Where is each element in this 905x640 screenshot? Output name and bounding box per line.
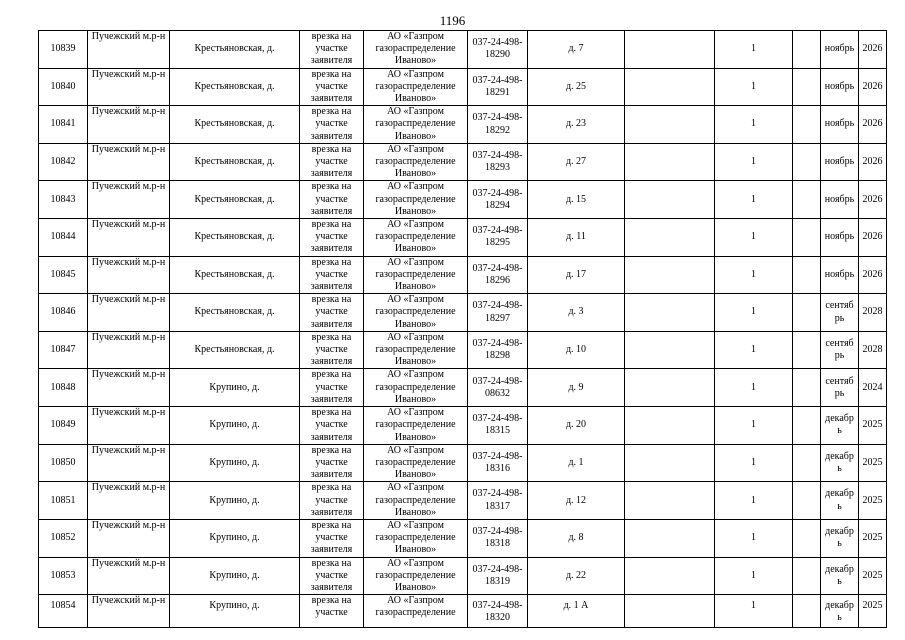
cell-code: 037-24-498-18320 bbox=[468, 595, 528, 628]
cell-method: врезка на участке заявителя bbox=[300, 331, 364, 369]
cell-year: 2025 bbox=[859, 519, 887, 557]
cell-locality: Крестьяновская, д. bbox=[170, 143, 300, 181]
table-row bbox=[39, 407, 887, 445]
cell-row-number: 10847 bbox=[39, 331, 88, 369]
cell-locality: Крупино, д. bbox=[170, 557, 300, 595]
cell-row-number: 10845 bbox=[39, 256, 88, 294]
cell-empty bbox=[625, 256, 715, 294]
cell-organization: АО «Газпром газораспределение Иваново» bbox=[364, 407, 468, 445]
cell-code: 037-24-498-18298 bbox=[468, 331, 528, 369]
cell-empty bbox=[625, 557, 715, 595]
cell-empty-2 bbox=[793, 143, 821, 181]
cell-empty bbox=[625, 143, 715, 181]
cell-method: врезка на участке заявителя bbox=[300, 31, 364, 69]
cell-empty bbox=[625, 31, 715, 69]
cell-locality: Крестьяновская, д. bbox=[170, 294, 300, 332]
cell-month: декабрь bbox=[821, 407, 859, 445]
cell-month: сентябрь bbox=[821, 294, 859, 332]
table-row bbox=[39, 482, 887, 520]
cell-house: д. 12 bbox=[528, 482, 625, 520]
cell-count: 1 bbox=[715, 143, 793, 181]
cell-code: 037-24-498-18318 bbox=[468, 519, 528, 557]
cell-count: 1 bbox=[715, 256, 793, 294]
table-row bbox=[39, 444, 887, 482]
cell-year: 2024 bbox=[859, 369, 887, 407]
table-row bbox=[39, 519, 887, 557]
cell-district: Пучежский м.р-н bbox=[88, 256, 170, 294]
cell-empty bbox=[625, 407, 715, 445]
cell-empty-2 bbox=[793, 444, 821, 482]
cell-method: врезка на участке заявителя bbox=[300, 519, 364, 557]
cell-row-number: 10851 bbox=[39, 482, 88, 520]
cell-empty bbox=[625, 595, 715, 628]
cell-district: Пучежский м.р-н bbox=[88, 407, 170, 445]
cell-organization: АО «Газпром газораспределение Иваново» bbox=[364, 181, 468, 219]
cell-empty bbox=[625, 369, 715, 407]
cell-month: ноябрь bbox=[821, 68, 859, 106]
cell-district: Пучежский м.р-н bbox=[88, 181, 170, 219]
cell-count: 1 bbox=[715, 68, 793, 106]
table-row bbox=[39, 557, 887, 595]
cell-code: 037-24-498-18290 bbox=[468, 31, 528, 69]
cell-code: 037-24-498-18319 bbox=[468, 557, 528, 595]
cell-code: 037-24-498-18293 bbox=[468, 143, 528, 181]
cell-method: врезка на участке заявителя bbox=[300, 181, 364, 219]
cell-organization: АО «Газпром газораспределение Иваново» bbox=[364, 331, 468, 369]
cell-house: д. 20 bbox=[528, 407, 625, 445]
cell-empty-2 bbox=[793, 331, 821, 369]
cell-month: декабрь bbox=[821, 595, 859, 628]
cell-code: 037-24-498-18316 bbox=[468, 444, 528, 482]
cell-empty bbox=[625, 482, 715, 520]
cell-organization: АО «Газпром газораспределение Иваново» bbox=[364, 256, 468, 294]
cell-count: 1 bbox=[715, 31, 793, 69]
cell-empty-2 bbox=[793, 482, 821, 520]
cell-locality: Крестьяновская, д. bbox=[170, 181, 300, 219]
cell-empty-2 bbox=[793, 519, 821, 557]
cell-house: д. 7 bbox=[528, 31, 625, 69]
cell-district: Пучежский м.р-н bbox=[88, 68, 170, 106]
cell-count: 1 bbox=[715, 557, 793, 595]
cell-method: врезка на участке заявителя bbox=[300, 294, 364, 332]
cell-locality: Крестьяновская, д. bbox=[170, 106, 300, 144]
cell-method: врезка на участке заявителя bbox=[300, 106, 364, 144]
cell-year: 2025 bbox=[859, 444, 887, 482]
cell-year: 2026 bbox=[859, 219, 887, 257]
cell-district: Пучежский м.р-н bbox=[88, 482, 170, 520]
cell-month: ноябрь bbox=[821, 219, 859, 257]
table-row bbox=[39, 256, 887, 294]
cell-house: д. 9 bbox=[528, 369, 625, 407]
cell-month: ноябрь bbox=[821, 106, 859, 144]
cell-district: Пучежский м.р-н bbox=[88, 219, 170, 257]
cell-month: ноябрь bbox=[821, 181, 859, 219]
cell-locality: Крупино, д. bbox=[170, 444, 300, 482]
cell-row-number: 10846 bbox=[39, 294, 88, 332]
cell-house: д. 3 bbox=[528, 294, 625, 332]
cell-row-number: 10841 bbox=[39, 106, 88, 144]
cell-empty bbox=[625, 519, 715, 557]
cell-row-number: 10844 bbox=[39, 219, 88, 257]
cell-count: 1 bbox=[715, 369, 793, 407]
cell-empty bbox=[625, 294, 715, 332]
cell-district: Пучежский м.р-н bbox=[88, 595, 170, 628]
table-row bbox=[39, 595, 887, 628]
cell-house: д. 1 А bbox=[528, 595, 625, 628]
cell-year: 2025 bbox=[859, 595, 887, 628]
cell-code: 037-24-498-18292 bbox=[468, 106, 528, 144]
cell-month: ноябрь bbox=[821, 143, 859, 181]
cell-count: 1 bbox=[715, 444, 793, 482]
cell-organization: АО «Газпром газораспределение Иваново» bbox=[364, 143, 468, 181]
cell-locality: Крестьяновская, д. bbox=[170, 31, 300, 69]
cell-method: врезка на участке заявителя bbox=[300, 369, 364, 407]
cell-year: 2028 bbox=[859, 331, 887, 369]
cell-empty-2 bbox=[793, 106, 821, 144]
cell-row-number: 10853 bbox=[39, 557, 88, 595]
cell-house: д. 10 bbox=[528, 331, 625, 369]
cell-code: 037-24-498-18291 bbox=[468, 68, 528, 106]
table-row bbox=[39, 294, 887, 332]
cell-house: д. 23 bbox=[528, 106, 625, 144]
cell-district: Пучежский м.р-н bbox=[88, 31, 170, 69]
cell-district: Пучежский м.р-н bbox=[88, 331, 170, 369]
cell-house: д. 25 bbox=[528, 68, 625, 106]
cell-empty-2 bbox=[793, 256, 821, 294]
cell-count: 1 bbox=[715, 181, 793, 219]
cell-empty bbox=[625, 68, 715, 106]
cell-district: Пучежский м.р-н bbox=[88, 557, 170, 595]
cell-locality: Крупино, д. bbox=[170, 407, 300, 445]
table-row bbox=[39, 181, 887, 219]
cell-row-number: 10854 bbox=[39, 595, 88, 628]
cell-code: 037-24-498-18297 bbox=[468, 294, 528, 332]
cell-district: Пучежский м.р-н bbox=[88, 369, 170, 407]
cell-method: врезка на участке bbox=[300, 595, 364, 628]
cell-empty bbox=[625, 331, 715, 369]
cell-month: декабрь bbox=[821, 444, 859, 482]
cell-house: д. 1 bbox=[528, 444, 625, 482]
cell-count: 1 bbox=[715, 482, 793, 520]
cell-count: 1 bbox=[715, 219, 793, 257]
cell-row-number: 10850 bbox=[39, 444, 88, 482]
cell-locality: Крупино, д. bbox=[170, 595, 300, 628]
cell-locality: Крупино, д. bbox=[170, 519, 300, 557]
cell-method: врезка на участке заявителя bbox=[300, 143, 364, 181]
cell-organization: АО «Газпром газораспределение Иваново» bbox=[364, 369, 468, 407]
cell-year: 2026 bbox=[859, 181, 887, 219]
cell-month: декабрь bbox=[821, 557, 859, 595]
cell-organization: АО «Газпром газораспределение Иваново» bbox=[364, 294, 468, 332]
cell-locality: Крупино, д. bbox=[170, 482, 300, 520]
cell-empty-2 bbox=[793, 68, 821, 106]
cell-year: 2026 bbox=[859, 68, 887, 106]
cell-locality: Крестьяновская, д. bbox=[170, 256, 300, 294]
cell-empty bbox=[625, 444, 715, 482]
cell-empty-2 bbox=[793, 219, 821, 257]
cell-code: 037-24-498-08632 bbox=[468, 369, 528, 407]
cell-year: 2025 bbox=[859, 407, 887, 445]
cell-house: д. 11 bbox=[528, 219, 625, 257]
cell-code: 037-24-498-18296 bbox=[468, 256, 528, 294]
cell-year: 2026 bbox=[859, 143, 887, 181]
cell-empty bbox=[625, 181, 715, 219]
cell-code: 037-24-498-18317 bbox=[468, 482, 528, 520]
cell-empty-2 bbox=[793, 294, 821, 332]
cell-house: д. 17 bbox=[528, 256, 625, 294]
cell-month: декабрь bbox=[821, 519, 859, 557]
cell-method: врезка на участке заявителя bbox=[300, 482, 364, 520]
table-row bbox=[39, 31, 887, 69]
cell-row-number: 10843 bbox=[39, 181, 88, 219]
cell-house: д. 8 bbox=[528, 519, 625, 557]
cell-month: декабрь bbox=[821, 482, 859, 520]
cell-year: 2026 bbox=[859, 106, 887, 144]
cell-method: врезка на участке заявителя bbox=[300, 557, 364, 595]
cell-code: 037-24-498-18294 bbox=[468, 181, 528, 219]
cell-locality: Крестьяновская, д. bbox=[170, 219, 300, 257]
cell-year: 2025 bbox=[859, 482, 887, 520]
cell-house: д. 27 bbox=[528, 143, 625, 181]
cell-organization: АО «Газпром газораспределение Иваново» bbox=[364, 444, 468, 482]
cell-count: 1 bbox=[715, 294, 793, 332]
table-row bbox=[39, 331, 887, 369]
cell-year: 2026 bbox=[859, 256, 887, 294]
cell-house: д. 15 bbox=[528, 181, 625, 219]
cell-year: 2028 bbox=[859, 294, 887, 332]
cell-method: врезка на участке заявителя bbox=[300, 219, 364, 257]
cell-organization: АО «Газпром газораспределение Иваново» bbox=[364, 31, 468, 69]
gas-connection-table bbox=[38, 30, 887, 628]
cell-district: Пучежский м.р-н bbox=[88, 519, 170, 557]
cell-count: 1 bbox=[715, 106, 793, 144]
cell-empty bbox=[625, 219, 715, 257]
cell-empty-2 bbox=[793, 369, 821, 407]
cell-organization: АО «Газпром газораспределение Иваново» bbox=[364, 482, 468, 520]
cell-district: Пучежский м.р-н bbox=[88, 444, 170, 482]
cell-row-number: 10840 bbox=[39, 68, 88, 106]
cell-empty-2 bbox=[793, 595, 821, 628]
cell-month: сентябрь bbox=[821, 369, 859, 407]
cell-count: 1 bbox=[715, 519, 793, 557]
cell-empty-2 bbox=[793, 407, 821, 445]
table-row bbox=[39, 68, 887, 106]
cell-count: 1 bbox=[715, 595, 793, 628]
cell-year: 2026 bbox=[859, 31, 887, 69]
cell-locality: Крестьяновская, д. bbox=[170, 331, 300, 369]
cell-method: врезка на участке заявителя bbox=[300, 407, 364, 445]
cell-row-number: 10839 bbox=[39, 31, 88, 69]
page-number: 1196 bbox=[439, 13, 466, 28]
cell-locality: Крестьяновская, д. bbox=[170, 68, 300, 106]
cell-count: 1 bbox=[715, 331, 793, 369]
cell-empty bbox=[625, 106, 715, 144]
cell-code: 037-24-498-18295 bbox=[468, 219, 528, 257]
cell-organization: АО «Газпром газораспределение Иваново» bbox=[364, 106, 468, 144]
cell-locality: Крупино, д. bbox=[170, 369, 300, 407]
cell-row-number: 10852 bbox=[39, 519, 88, 557]
cell-row-number: 10848 bbox=[39, 369, 88, 407]
table-body bbox=[39, 31, 887, 628]
cell-count: 1 bbox=[715, 407, 793, 445]
cell-district: Пучежский м.р-н bbox=[88, 106, 170, 144]
cell-year: 2025 bbox=[859, 557, 887, 595]
table-row bbox=[39, 143, 887, 181]
cell-empty-2 bbox=[793, 31, 821, 69]
cell-organization: АО «Газпром газораспределение Иваново» bbox=[364, 68, 468, 106]
cell-row-number: 10842 bbox=[39, 143, 88, 181]
cell-method: врезка на участке заявителя bbox=[300, 68, 364, 106]
cell-code: 037-24-498-18315 bbox=[468, 407, 528, 445]
cell-empty-2 bbox=[793, 181, 821, 219]
cell-month: сентябрь bbox=[821, 331, 859, 369]
table-row bbox=[39, 369, 887, 407]
cell-district: Пучежский м.р-н bbox=[88, 143, 170, 181]
cell-organization: АО «Газпром газораспределение Иваново» bbox=[364, 519, 468, 557]
cell-empty-2 bbox=[793, 557, 821, 595]
cell-organization: АО «Газпром газораспределение Иваново» bbox=[364, 219, 468, 257]
cell-month: ноябрь bbox=[821, 256, 859, 294]
cell-method: врезка на участке заявителя bbox=[300, 444, 364, 482]
cell-district: Пучежский м.р-н bbox=[88, 294, 170, 332]
cell-month: ноябрь bbox=[821, 31, 859, 69]
cell-organization: АО «Газпром газораспределение bbox=[364, 595, 468, 628]
cell-method: врезка на участке заявителя bbox=[300, 256, 364, 294]
cell-house: д. 22 bbox=[528, 557, 625, 595]
cell-row-number: 10849 bbox=[39, 407, 88, 445]
table-row bbox=[39, 219, 887, 257]
cell-organization: АО «Газпром газораспределение Иваново» bbox=[364, 557, 468, 595]
table-row bbox=[39, 106, 887, 144]
